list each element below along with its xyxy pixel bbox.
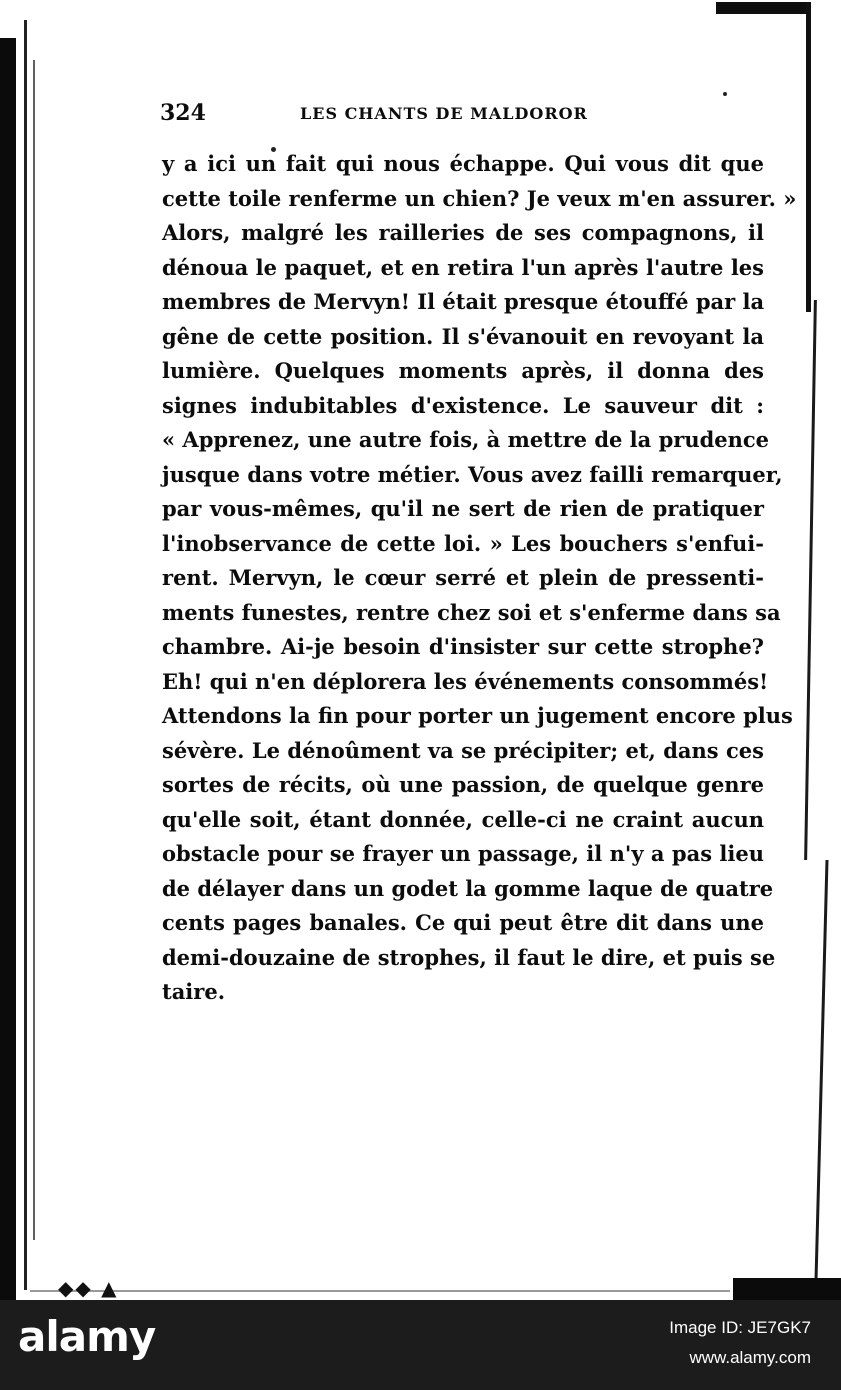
text-line: de délayer dans un godet la gomme laque de quatre xyxy=(162,875,774,901)
page-edge-right xyxy=(806,2,811,312)
text-line: Attendons la fin pour porter un jugement encore plus xyxy=(162,703,793,728)
page-number: 324 xyxy=(160,100,206,126)
running-title: LES CHANTS DE MALDOROR xyxy=(300,104,588,123)
text-line: signes indubitables d'existence. Le sauveur dit : xyxy=(162,392,764,418)
text-line: sortes de récits, où une passion, de quelque genre xyxy=(162,772,764,797)
text-line: y a ici un fait qui nous échappe. Qui vous dit que xyxy=(162,151,764,176)
site-url: www.alamy.com xyxy=(689,1348,811,1367)
text-line: ments funestes, rentre chez soi et s'enferme dans sa xyxy=(162,599,781,625)
speck xyxy=(723,92,727,96)
page-corner-shadow xyxy=(733,1278,841,1300)
text-line: rent. Mervyn, le cœur serré et plein de pressenti- xyxy=(162,565,764,590)
text-line: Eh! qui n'en déplorera les événements consommés! xyxy=(162,668,769,694)
page-header xyxy=(160,100,760,130)
page-edge-top-bar xyxy=(716,2,811,14)
text-line: sévère. Le dénoûment va se précipiter; et, dans ces xyxy=(162,737,764,763)
alamy-logo: alamy xyxy=(18,1312,156,1361)
text-line: jusque dans votre métier. Vous avez failli remarquer, xyxy=(162,461,783,487)
text-line: cette toile renferme un chien? Je veux m'en assurer. » xyxy=(162,185,797,211)
text-line: lumière. Quelques moments après, il donna des xyxy=(162,358,764,383)
page-edge-left-line-inner xyxy=(33,60,35,1240)
page-edge-right-mid xyxy=(804,300,817,860)
text-line: chambre. Ai-je besoin d'insister sur cette strophe? xyxy=(162,634,764,659)
text-line: obstacle pour se frayer un passage, il n'y a pas lieu xyxy=(162,841,764,866)
image-id: Image ID: JE7GK7 xyxy=(669,1318,811,1337)
page-edge-left-line xyxy=(24,20,27,1290)
text-line: par vous-mêmes, qu'il ne sert de rien de pratiquer xyxy=(162,496,764,521)
text-line: gêne de cette position. Il s'évanouit en revoyant la xyxy=(162,323,764,349)
text-line: cents pages banales. Ce qui peut être dit dans une xyxy=(162,910,764,935)
text-line: l'inobservance de cette loi. » Les bouchers s'enfui- xyxy=(162,530,764,556)
text-line: qu'elle soit, étant donnée, celle-ci ne craint aucun xyxy=(162,806,764,832)
scan-marks: ◆◆ ▲ xyxy=(58,1276,119,1300)
text-line: « Apprenez, une autre fois, à mettre de la prudence xyxy=(162,427,770,452)
page-bottom-line xyxy=(30,1290,730,1292)
text-line: membres de Mervyn! Il était presque étouffé par la xyxy=(162,289,765,314)
body-text xyxy=(162,147,797,1010)
page-edge-right-bottom xyxy=(815,860,829,1280)
stock-footer xyxy=(0,1300,841,1390)
text-line: Alors, malgré les railleries de ses compagnons, il xyxy=(162,220,764,245)
text-line: taire. xyxy=(162,979,226,1004)
text-line: demi-douzaine de strophes, il faut le dire, et puis se xyxy=(162,944,776,970)
page-edge-left xyxy=(0,38,16,1300)
text-line: dénoua le paquet, et en retira l'un après l'autre les xyxy=(162,254,764,280)
